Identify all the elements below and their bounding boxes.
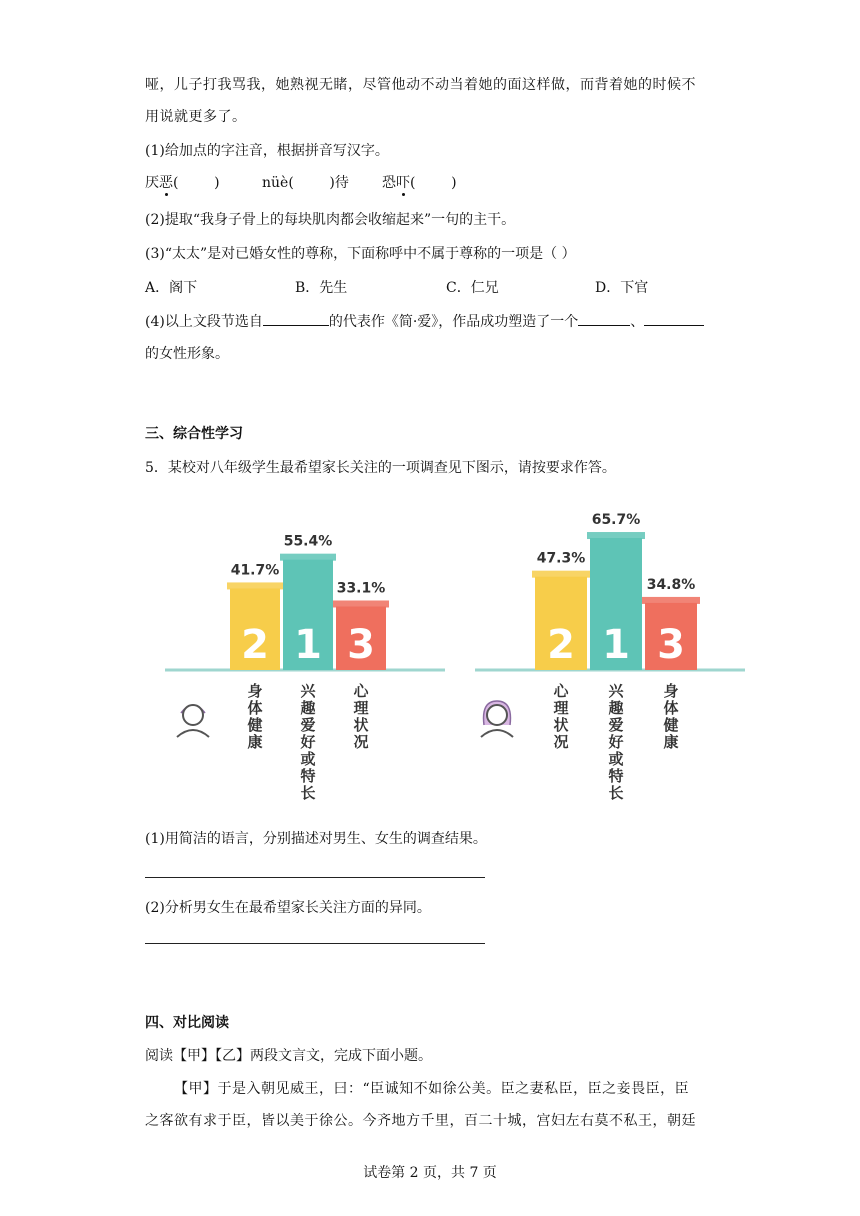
- chart-2-value-label-3: 34.8%: [646, 576, 696, 593]
- question-5: 5．某校对八年级学生最希望家长关注的一项调查见下图示，请按要求作答。: [145, 460, 616, 476]
- question-4-part-3: 、: [630, 314, 645, 330]
- passage-jia-line-1: 【甲】于是入朝见威王，曰：“臣诚知不如徐公美。臣之妻私臣，臣之妾畏臣，臣: [174, 1081, 690, 1097]
- question-4-part-2: 的代表作《简·爱》，作品成功塑造了一个: [328, 314, 579, 330]
- chart-2-category-2-char: 好: [608, 733, 624, 751]
- chart-2-value-label-1: 47.3%: [536, 550, 586, 567]
- question-1-prompt: (1)给加点的字注音，根据拼音写汉字。: [145, 143, 389, 159]
- chart-1-value-label-1: 41.7%: [230, 562, 280, 579]
- chart-2-rank-2: 1: [602, 622, 630, 668]
- chart-1-category-3-char: 况: [353, 733, 369, 751]
- item-3-dotted-char: 吓: [396, 175, 410, 191]
- chart-1-bar-cap-2: [280, 554, 336, 561]
- chart-2-bar-cap-3: [642, 597, 700, 604]
- chart-1-category-2-char: 爱: [300, 716, 316, 734]
- item-1-dotted-char: 恶: [159, 175, 173, 191]
- chart-1-category-2-char: 或: [300, 750, 316, 768]
- chart-1-bar-cap-3: [333, 600, 389, 607]
- chart-1-category-2-char: 兴: [300, 682, 316, 700]
- item-3-blank: ( ): [410, 175, 457, 191]
- chart-2-category-2-char: 趣: [608, 699, 624, 717]
- chart-1-category-2-char: 长: [300, 784, 316, 802]
- chart-1-category-1-char: 身: [247, 682, 263, 700]
- question-4-part-1: (4)以上文段节选自: [145, 314, 263, 330]
- chart-1-value-label-2: 55.4%: [283, 533, 333, 550]
- chart-2-category-3-char: 身: [663, 682, 679, 700]
- item-1-pre: 厌: [145, 175, 159, 191]
- question-2: (2)提取“我身子骨上的每块肌肉都会收缩起来”一句的主干。: [145, 212, 516, 228]
- chart-2-category-1-char: 状: [553, 716, 569, 734]
- option-d: D．下官: [595, 280, 649, 296]
- chart-1-bar-cap-1: [227, 582, 283, 589]
- chart-1-category-2-char: 好: [300, 733, 316, 751]
- trait-blank-2: [644, 311, 704, 326]
- answer-line-2[interactable]: [145, 943, 485, 944]
- question-5-sub-1: (1)用简洁的语言，分别描述对男生、女生的调查结果。: [145, 831, 487, 847]
- passage-line-1: 哑，儿子打我骂我，她熟视无睹，尽管他动不动当着她的面这样做，而背着她的时候不: [145, 77, 696, 93]
- passage-line-2: 用说就更多了。: [145, 109, 247, 125]
- chart-2-category-3-char: 康: [663, 733, 679, 751]
- chart-2-category-3-char: 体: [663, 699, 679, 717]
- chart-1-category-3-char: 理: [353, 699, 369, 717]
- question-5-sub-2: (2)分析男女生在最希望家长关注方面的异同。: [145, 900, 431, 916]
- page-footer: 试卷第 2 页，共 7 页: [363, 1165, 497, 1181]
- chart-2-category-1-char: 况: [553, 733, 569, 751]
- question-1-item-1: [145, 172, 220, 192]
- chart-2-category-1-char: 心: [553, 682, 569, 700]
- item-2-post: )待: [293, 175, 349, 191]
- chart-2-category-3-char: 健: [663, 716, 679, 734]
- chart-2-category-2-char: 兴: [608, 682, 624, 700]
- question-1-item-2: [262, 172, 349, 192]
- question-4-line-1: [145, 311, 704, 331]
- chart-1-rank-2: 1: [294, 622, 322, 668]
- chart-2-category-1-char: 理: [553, 699, 569, 717]
- option-b: B．先生: [295, 280, 348, 296]
- girl-avatar-icon: [481, 701, 513, 737]
- chart-2-category-2-char: 长: [608, 784, 624, 802]
- chart-1-category-2-char: 特: [300, 767, 316, 785]
- section-4-intro: 阅读【甲】【乙】两段文言文，完成下面小题。: [145, 1048, 432, 1064]
- chart-2-category-2-char: 或: [608, 750, 624, 768]
- chart-1-category-2-char: 趣: [300, 699, 316, 717]
- question-3: (3)“太太”是对已婚女性的尊称，下面称呼中不属于尊称的一项是（ ）: [145, 246, 576, 262]
- chart-2-rank-3: 3: [657, 622, 685, 668]
- chart-2-value-label-2: 65.7%: [591, 512, 641, 529]
- survey-chart: [165, 488, 785, 808]
- chart-1-value-label-3: 33.1%: [336, 580, 386, 597]
- item-3-pre: 恐: [382, 175, 396, 191]
- chart-2-rank-1: 2: [547, 622, 575, 668]
- item-2-pre: nüè(: [262, 175, 294, 191]
- chart-1-rank-3: 3: [347, 622, 375, 668]
- option-a: A．阁下: [145, 280, 198, 296]
- chart-1-category-1-char: 体: [247, 699, 263, 717]
- chart-2-bar-cap-2: [587, 532, 645, 539]
- passage-jia-line-2: 之客欲有求于臣，皆以美于徐公。今齐地方千里，百二十城，宫妇左右莫不私王，朝廷: [145, 1113, 696, 1129]
- chart-1-rank-1: 2: [241, 622, 269, 668]
- chart-2-category-2-char: 特: [608, 767, 624, 785]
- boy-avatar-icon: [177, 705, 209, 737]
- author-blank: [263, 311, 329, 326]
- chart-1-category-3-char: 心: [353, 682, 369, 700]
- section-3-heading: 三、综合性学习: [145, 426, 243, 442]
- option-c: C．仁兄: [446, 280, 499, 296]
- question-1-item-3: [382, 172, 457, 192]
- chart-2-category-2-char: 爱: [608, 716, 624, 734]
- chart-2-bar-cap-1: [532, 571, 590, 578]
- chart-1-category-3-char: 状: [353, 716, 369, 734]
- chart-1-category-1-char: 健: [247, 716, 263, 734]
- item-1-blank: ( ): [173, 175, 220, 191]
- question-4-line-2: 的女性形象。: [145, 346, 229, 362]
- trait-blank-1: [578, 311, 630, 326]
- section-4-heading: 四、对比阅读: [145, 1015, 229, 1031]
- answer-line-1[interactable]: [145, 877, 485, 878]
- chart-1-category-1-char: 康: [247, 733, 263, 751]
